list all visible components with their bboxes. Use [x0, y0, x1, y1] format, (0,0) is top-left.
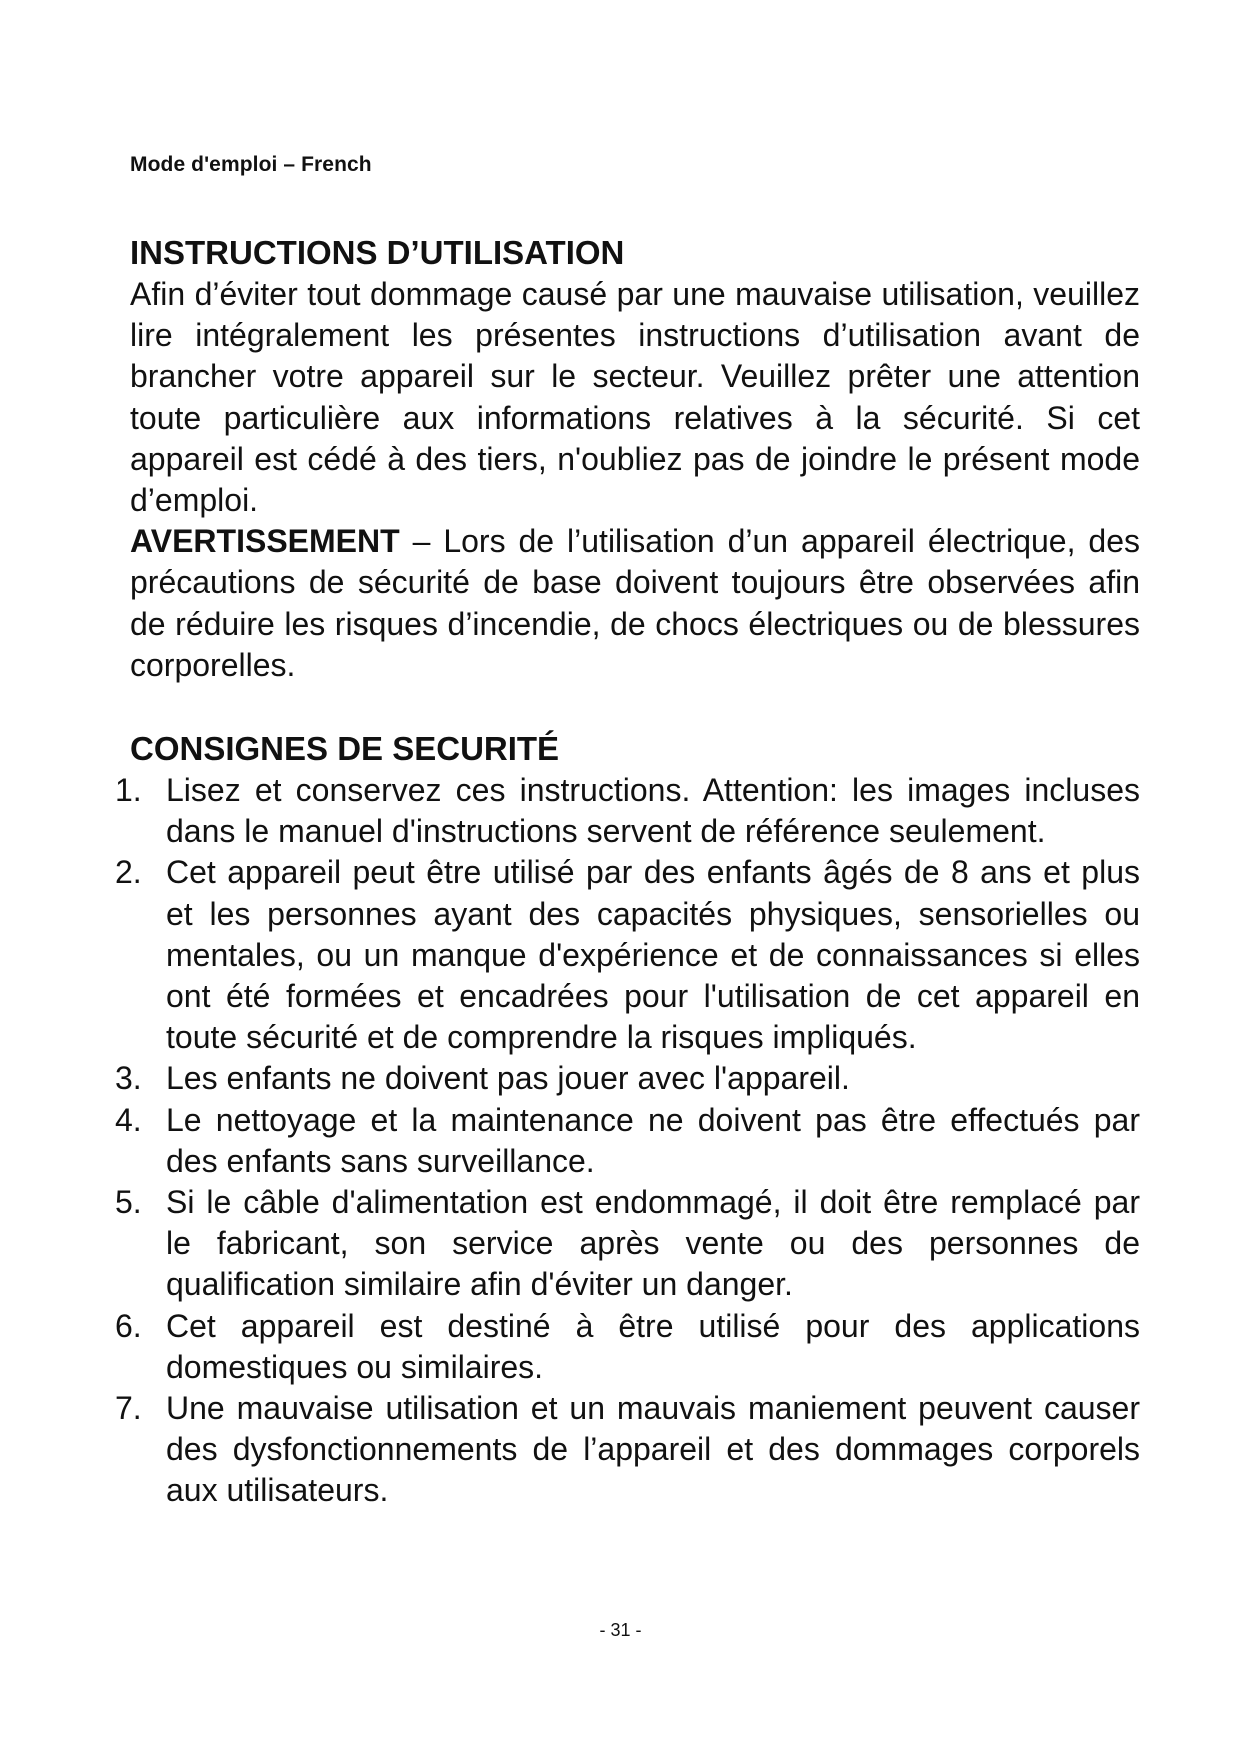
- list-item-number: 2.: [115, 854, 142, 891]
- list-item-number: 7.: [115, 1390, 142, 1427]
- instructions-paragraph: Afin d’éviter tout dommage causé par une mauvaise utilisation, veuillez lire intégralement les présentes instructions d’utilisation avant de brancher votre appareil sur le secteur. Veuillez prêter une attention toute particulière aux informations relatives à la sécurité. Si cet appareil est cédé à des tiers, n'oubliez pas de joindre le présent mode d’emploi.: [130, 276, 1140, 519]
- list-item-text: Lisez et conservez ces instructions. Attention: les images incluses dans le manuel d'instructions servent de référence seulement.: [166, 772, 1140, 850]
- safety-list: [115, 770, 1140, 1512]
- list-item-number: 1.: [115, 772, 142, 809]
- list-item-text: Les enfants ne doivent pas jouer avec l'appareil.: [166, 1060, 850, 1097]
- list-item: [115, 852, 1140, 1058]
- instructions-title: INSTRUCTIONS D’UTILISATION: [130, 234, 625, 271]
- page-number: - 31 -: [599, 1620, 642, 1640]
- document-header: Mode d'emploi – French: [130, 153, 372, 176]
- list-item-text: Cet appareil peut être utilisé par des enfants âgés de 8 ans et plus et les personnes ayant des capacités physiques, sensorielles ou mentales, ou un manque d'expérience et de connaissances si elles ont été formées et encadrées pour l'utilisation de cet appareil en toute sécurité et de comprendre la risques impliqués.: [166, 854, 1140, 1056]
- list-item-text: Si le câble d'alimentation est endommagé, il doit être remplacé par le fabricant, son service après vente ou des personnes de qualification similaire afin d'éviter un danger.: [166, 1184, 1140, 1303]
- list-item-number: 5.: [115, 1184, 142, 1221]
- warning-text: – Lors de l’utilisation d’un appareil électrique, des précautions de sécurité de base doivent toujours être observées afin de réduire les risques d’incendie, de chocs électriques ou de blessures corporelles.: [130, 523, 1140, 683]
- list-item-text: Une mauvaise utilisation et un mauvais maniement peuvent causer des dysfonctionnements de l’appareil et des dommages corporels aux utilisateurs.: [166, 1390, 1140, 1509]
- list-item: [115, 1388, 1140, 1512]
- safety-title: CONSIGNES DE SECURITÉ: [130, 730, 560, 768]
- list-item: [115, 770, 1140, 852]
- list-item: [115, 1306, 1140, 1388]
- list-item: [115, 1182, 1140, 1306]
- list-item-number: 6.: [115, 1307, 142, 1344]
- list-item-number: 4.: [115, 1101, 142, 1138]
- page-content: [115, 232, 1140, 1512]
- list-item: [115, 1100, 1140, 1182]
- warning-paragraph: [130, 521, 1140, 686]
- list-item-text: Cet appareil est destiné à être utilisé pour des applications domestiques ou similaires.: [166, 1307, 1140, 1385]
- warning-label: AVERTISSEMENT: [130, 523, 400, 560]
- list-item: [115, 1058, 1140, 1099]
- section-spacer: [130, 686, 1140, 728]
- list-item-text: Le nettoyage et la maintenance ne doivent pas être effectués par des enfants sans surveillance.: [166, 1101, 1140, 1179]
- list-item-number: 3.: [115, 1060, 142, 1097]
